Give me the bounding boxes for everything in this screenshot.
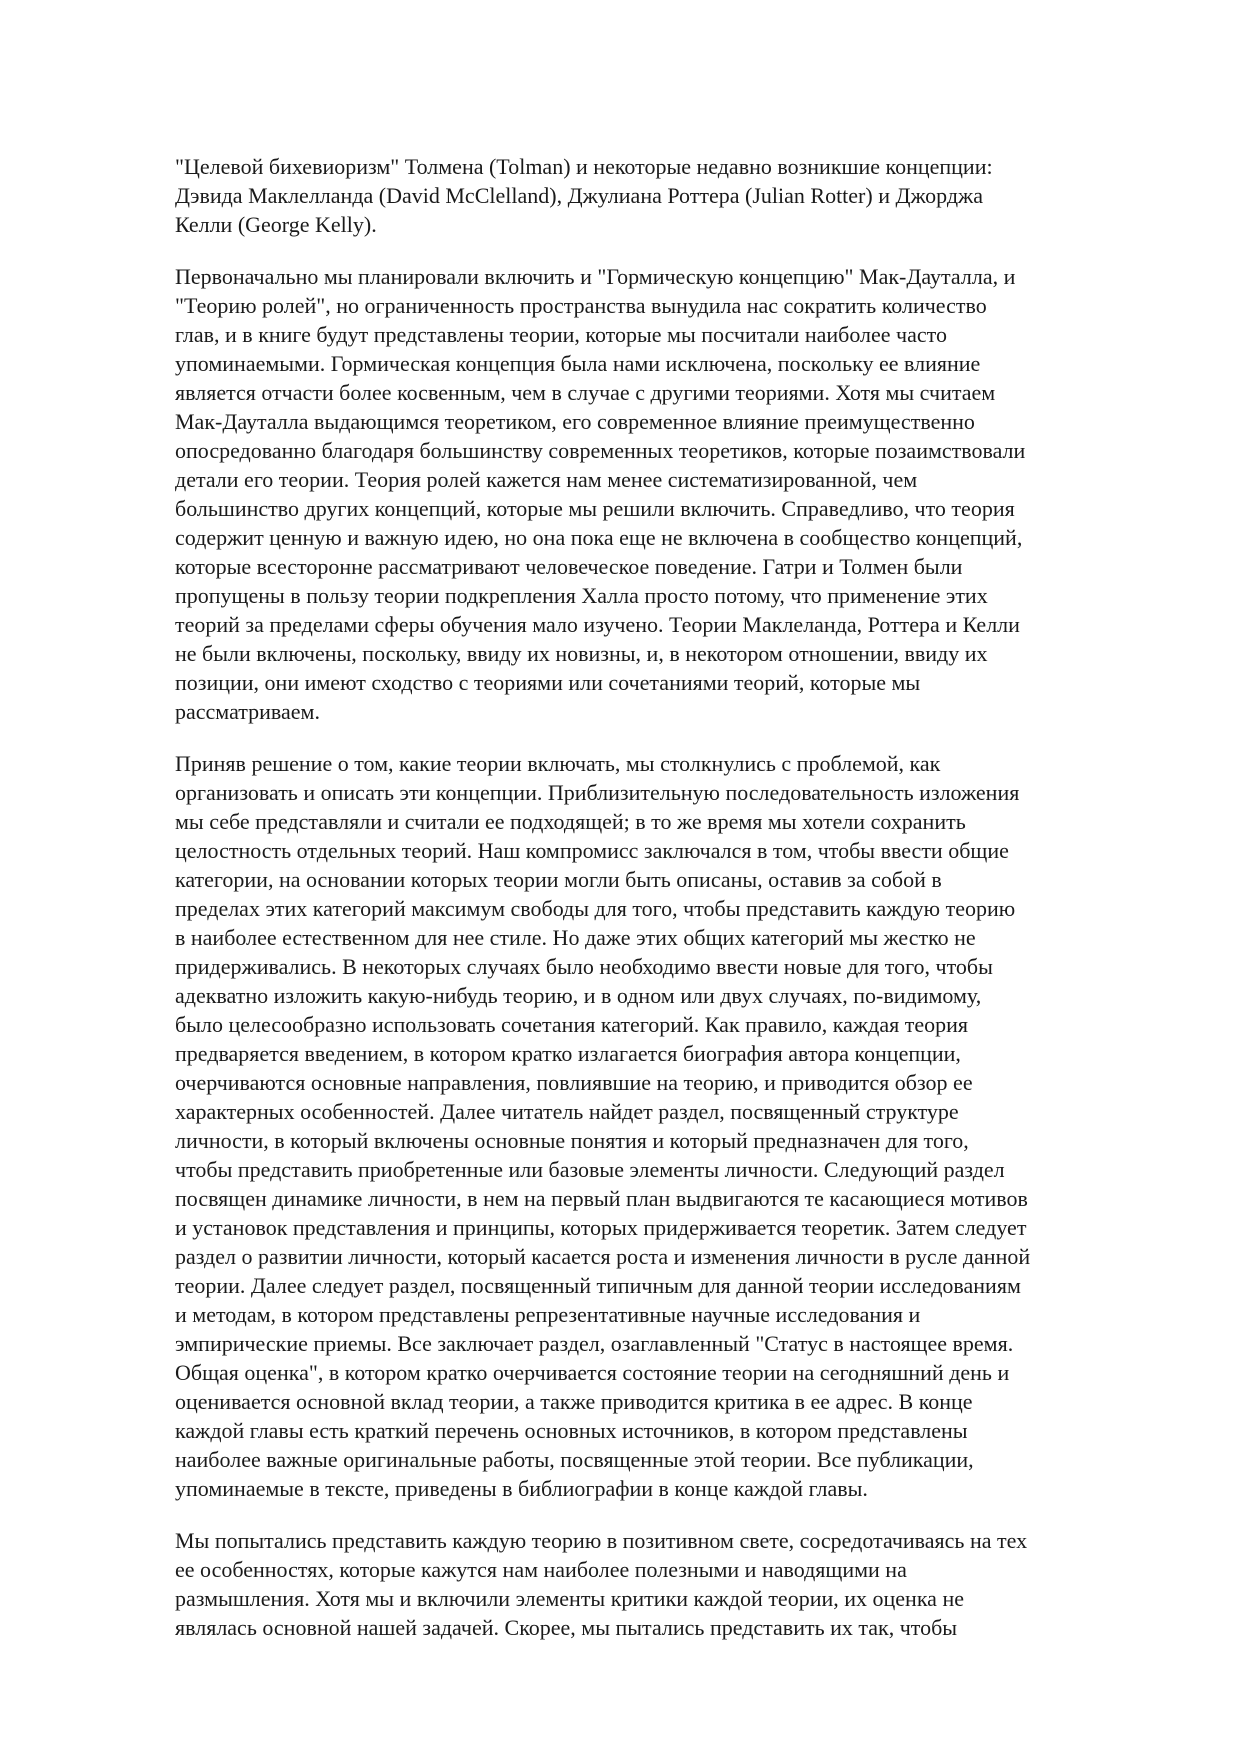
text-line: и методам, в котором представлены репрезентативные научные исследования и: [175, 1302, 921, 1327]
text-line: придерживались. В некоторых случаях было необходимо ввести новые для того, чтобы: [175, 954, 993, 979]
text-line: категории, на основании которых теории могли быть описаны, оставив за собой в: [175, 867, 942, 892]
paragraph: [175, 262, 1175, 726]
text-line: личности, в который включены основные понятия и который предназначен для того,: [175, 1128, 969, 1153]
text-line: характерных особенностей. Далее читатель найдет раздел, посвященный структуре: [175, 1099, 959, 1124]
paragraph: [175, 749, 1175, 1503]
text-line: является отчасти более косвенным, чем в случае с другими теориями. Хотя мы считаем: [175, 380, 996, 405]
text-line: Келли (George Kelly).: [175, 212, 377, 237]
text-line: размышления. Хотя мы и включили элементы критики каждой теории, их оценка не: [175, 1586, 964, 1611]
text-line: позиции, они имеют сходство с теориями или сочетаниями теорий, которые мы: [175, 670, 921, 695]
text-line: чтобы представить приобретенные или базовые элементы личности. Следующий раздел: [175, 1157, 1005, 1182]
text-line: организовать и описать эти концепции. Приблизительную последовательность изложения: [175, 780, 1020, 805]
text-line: упоминаемыми. Гормическая концепция была нами исключена, поскольку ее влияние: [175, 351, 981, 376]
text-line: Дэвида Маклелланда (David McClelland), Джулиана Роттера (Julian Rotter) и Джорджа: [175, 183, 984, 208]
text-line: которые всесторонне рассматривают человеческое поведение. Гатри и Толмен были: [175, 554, 963, 579]
text-line: Мак-Дауталла выдающимся теоретиком, его современное влияние преимущественно: [175, 409, 975, 434]
text-line: Мы попытались представить каждую теорию в позитивном свете, сосредотачиваясь на тех: [175, 1528, 1028, 1553]
text-line: раздел о развитии личности, который касается роста и изменения личности в русле данной: [175, 1244, 1031, 1269]
text-line: наиболее важные оригинальные работы, посвященные этой теории. Все публикации,: [175, 1447, 974, 1472]
paragraph: [175, 152, 1175, 239]
text-line: адекватно изложить какую-нибудь теорию, и в одном или двух случаях, по-видимому,: [175, 983, 982, 1008]
text-line: "Теорию ролей", но ограниченность пространства вынудила нас сократить количество: [175, 293, 987, 318]
text-line: целостность отдельных теорий. Наш компромисс заключался в том, чтобы ввести общие: [175, 838, 1009, 863]
text-line: Приняв решение о том, какие теории включать, мы столкнулись с проблемой, как: [175, 751, 941, 776]
text-line: являлась основной нашей задачей. Скорее, мы пытались представить их так, чтобы: [175, 1615, 958, 1640]
text-line: и установок представления и принципы, которых придерживается теоретик. Затем следует: [175, 1215, 1027, 1240]
document-page: [175, 152, 1175, 1665]
text-line: было целесообразно использовать сочетания категорий. Как правило, каждая теория: [175, 1012, 968, 1037]
text-line: ее особенностях, которые кажутся нам наиболее полезными и наводящими на: [175, 1557, 907, 1582]
text-line: пропущены в пользу теории подкрепления Халла просто потому, что применение этих: [175, 583, 988, 608]
text-line: глав, и в книге будут представлены теории, которые мы посчитали наиболее часто: [175, 322, 947, 347]
text-line: Первоначально мы планировали включить и "Гормическую концепцию" Мак-Дауталла, и: [175, 264, 1016, 289]
text-line: содержит ценную и важную идею, но она пока еще не включена в сообщество концепций,: [175, 525, 1023, 550]
text-line: опосредованно благодаря большинству современных теоретиков, которые позаимствовали: [175, 438, 1026, 463]
text-line: Общая оценка", в котором кратко очерчивается состояние теории на сегодняшний день и: [175, 1360, 1010, 1385]
text-line: оценивается основной вклад теории, а также приводится критика в ее адрес. В конце: [175, 1389, 973, 1414]
text-line: каждой главы есть краткий перечень основных источников, в котором представлены: [175, 1418, 968, 1443]
text-line: не были включены, поскольку, ввиду их новизны, и, в некотором отношении, ввиду их: [175, 641, 988, 666]
paragraph: [175, 1526, 1175, 1642]
text-line: посвящен динамике личности, в нем на первый план выдвигаются те касающиеся мотивов: [175, 1186, 1028, 1211]
text-line: теорий за пределами сферы обучения мало изучено. Теории Маклеланда, Роттера и Келли: [175, 612, 1020, 637]
text-line: мы себе представляли и считали ее подходящей; в то же время мы хотели сохранить: [175, 809, 966, 834]
text-line: эмпирические приемы. Все заключает раздел, озаглавленный "Статус в настоящее время.: [175, 1331, 1014, 1356]
text-line: детали его теории. Теория ролей кажется нам менее систематизированной, чем: [175, 467, 918, 492]
text-line: предваряется введением, в котором кратко излагается биография автора концепции,: [175, 1041, 961, 1066]
text-line: очерчиваются основные направления, повлиявшие на теорию, и приводится обзор ее: [175, 1070, 973, 1095]
text-line: упоминаемые в тексте, приведены в библиографии в конце каждой главы.: [175, 1476, 868, 1501]
text-line: пределах этих категорий максимум свободы для того, чтобы представить каждую теорию: [175, 896, 1016, 921]
text-line: "Целевой бихевиоризм" Толмена (Tolman) и некоторые недавно возникшие концепции:: [175, 154, 993, 179]
text-line: большинство других концепций, которые мы решили включить. Справедливо, что теория: [175, 496, 1015, 521]
text-line: в наиболее естественном для нее стиле. Но даже этих общих категорий мы жестко не: [175, 925, 976, 950]
text-line: рассматриваем.: [175, 699, 320, 724]
text-line: теории. Далее следует раздел, посвященный типичным для данной теории исследованиям: [175, 1273, 1021, 1298]
